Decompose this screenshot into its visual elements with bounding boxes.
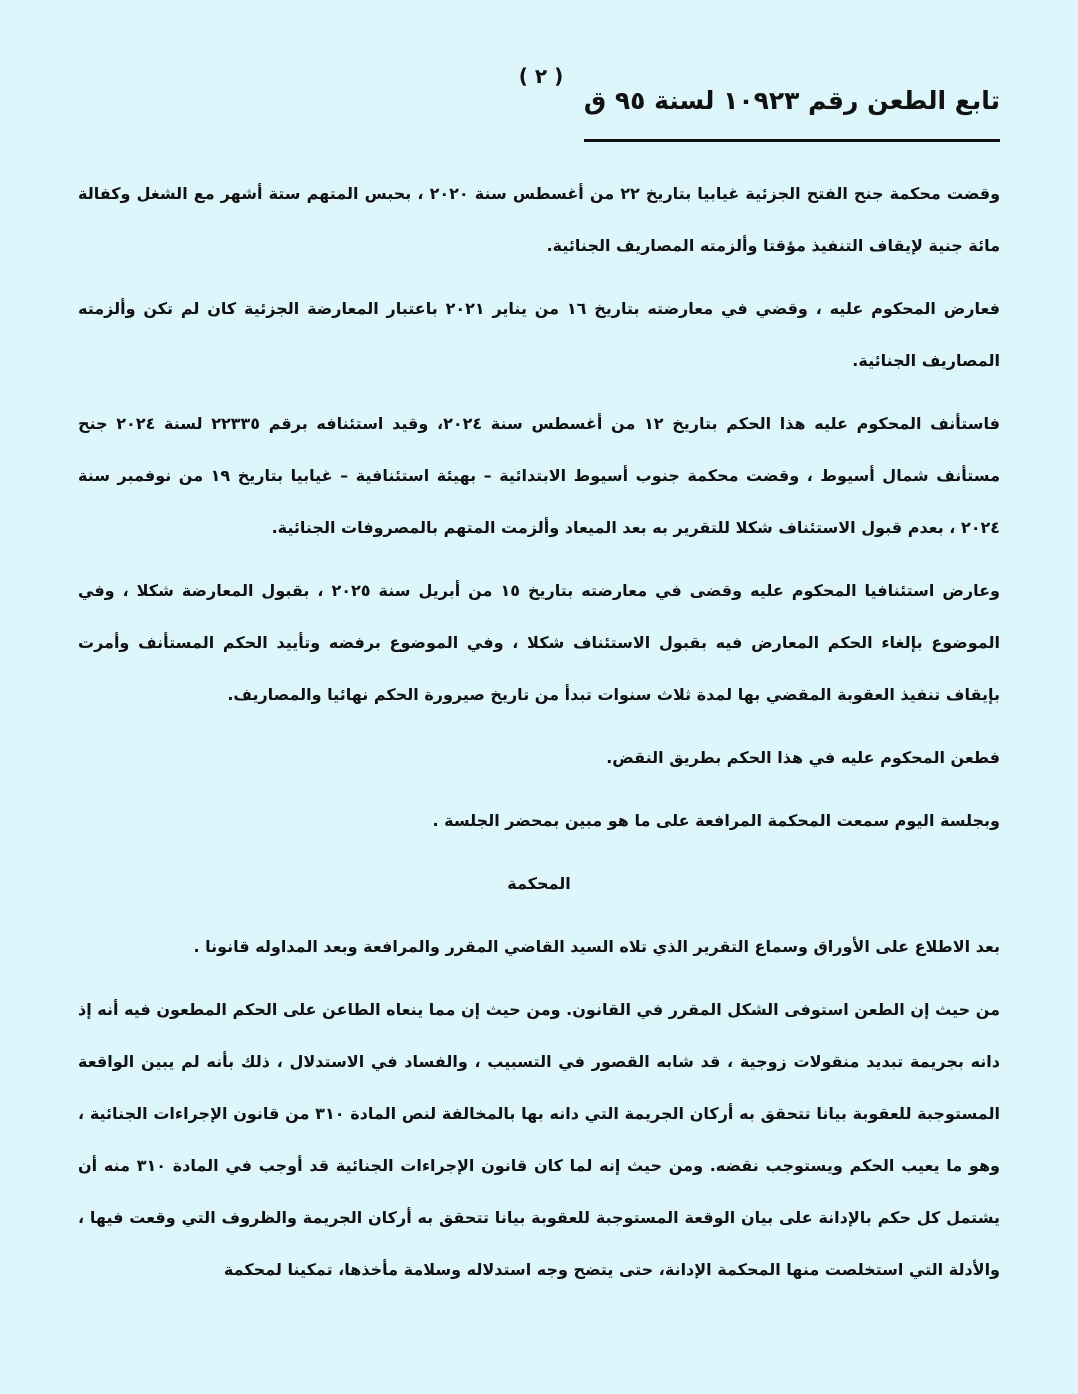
paragraph: فعارض المحكوم عليه ، وقضي في معارضته بتاريخ ١٦ من يناير ٢٠٢١ باعتبار المعارضة الجزئية كان لم تكن وألزمته المصاريف الجنائية. [78, 299, 1000, 370]
header-underline [584, 139, 1000, 142]
paragraph: من حيث إن الطعن استوفى الشكل المقرر في القانون. ومن حيث إن مما ينعاه الطاعن على الحكم المطعون فيه أنه إذ دانه بجريمة تبديد منقولات زوجية ، قد شابه القصور في التسبيب ، والفساد في الاستدلال ، ذلك بأنه لم يبين الواقعة المستوجبة للعقوبة بيانا تتحقق به أركان الجريمة التي دانه بها بالمخالفة لنص المادة ٣١٠ من قانون الإجراءات الجنائية ، وهو ما يعيب الحكم ويستوجب نقضه. ومن حيث إنه لما كان قانون الإجراءات الجنائية قد أوجب في المادة ٣١٠ منه أن يشتمل كل حكم بالإدانة على بيان الوقعة المستوجبة للعقوبة بيانا تتحقق به أركان الجريمة والظروف التي وقعت فيها ، والأدلة التي استخلصت منها المحكمة الإدانة، حتى يتضح وجه استدلاله وسلامة مأخذها، تمكينا لمحكمة [78, 1000, 1001, 1279]
paragraph: وقضت محكمة جنح الفتح الجزئية غيابيا بتاريخ ٢٢ من أغسطس سنة ٢٠٢٠ ، بحبس المتهم ستة أشهر مع الشغل وكفالة مائة جنية لإيقاف التنفيذ مؤقتا وألزمته المصاريف الجنائية. [78, 184, 1001, 255]
case-header: تابع الطعن رقم ١٠٩٢٣ لسنة ٩٥ ق [583, 86, 1000, 115]
page-number: ( ٢ ) [518, 64, 564, 88]
paragraph: فاستأنف المحكوم عليه هذا الحكم بتاريخ ١٢ من أغسطس سنة ٢٠٢٤، وقيد استئنافه برقم ٢٢٣٣٥ لسنة ٢٠٢٤ جنح مستأنف شمال أسيوط ، وقضت محكمة جنوب أسيوط الابتدائية – بهيئة استئنافية – غيابيا بتاريخ ١٩ من نوفمبر سنة ٢٠٢٤ ، بعدم قبول الاستئناف شكلا للتقرير به بعد الميعاد وألزمت المتهم بالمصروفات الجنائية. [78, 414, 1000, 537]
paragraph: فطعن المحكوم عليه في هذا الحكم بطريق النقض. [606, 748, 1000, 767]
paragraph: بعد الاطلاع على الأوراق وسماع التقرير الذي تلاه السيد القاضي المقرر والمرافعة وبعد المداوله قانونا . [193, 937, 1000, 956]
document-body [78, 168, 1000, 1307]
section-heading: المحكمة [507, 874, 571, 893]
paragraph: وعارض استئنافيا المحكوم عليه وقضى في معارضته بتاريخ ١٥ من أبريل سنة ٢٠٢٥ ، بقبول المعارضة شكلا ، وفي الموضوع بإلغاء الحكم المعارض فيه بقبول الاستئناف شكلا ، وفي الموضوع برفضه وتأييد الحكم المستأنف وأمرت بإيقاف تنفيذ العقوبة المقضي بها لمدة ثلاث سنوات تبدأ من تاريخ صيرورة الحكم نهائيا والمصاريف. [78, 581, 1000, 704]
paragraph: وبجلسة اليوم سمعت المحكمة المرافعة على ما هو مبين بمحضر الجلسة . [432, 811, 1000, 830]
